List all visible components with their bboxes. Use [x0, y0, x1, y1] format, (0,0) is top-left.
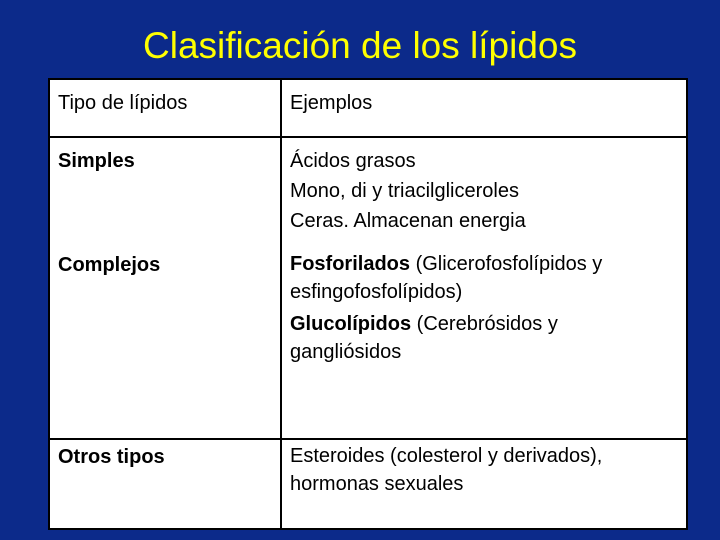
header-ejemplos: Ejemplos [290, 92, 373, 114]
fosforilados-detail: (Glicerofosfolípidos y [410, 253, 603, 275]
otros-example-line: Esteroides (colesterol y derivados), [290, 445, 603, 467]
row-type-simples: Simples [58, 150, 135, 172]
table-header-row [50, 80, 686, 138]
glucolipidos-line-1 [290, 310, 680, 338]
table-row-otros [50, 440, 686, 528]
fosforilados-line-1 [290, 250, 680, 278]
glucolipidos-detail: (Cerebrósidos y [411, 313, 558, 335]
glucolipidos-label: Glucolípidos [290, 313, 412, 335]
otros-example-line: hormonas sexuales [290, 473, 464, 495]
row-type-otros: Otros tipos [58, 446, 165, 468]
row-type-complejos: Complejos [58, 254, 161, 276]
complejos-examples [290, 250, 680, 366]
slide-title: Clasificación de los lípidos [143, 25, 577, 66]
simples-example-item: Ácidos grasos [290, 150, 416, 172]
header-tipo: Tipo de lípidos [58, 92, 188, 114]
lipid-classification-table [48, 78, 688, 530]
fosforilados-label: Fosforilados [290, 253, 411, 275]
table-row-simples-complejos [50, 138, 686, 440]
fosforilados-line-2: esfingofosfolípidos) [290, 281, 463, 303]
otros-examples [290, 442, 680, 498]
simples-examples [290, 146, 680, 236]
simples-example-item: Mono, di y triacilgliceroles [290, 180, 519, 202]
glucolipidos-line-2: gangliósidos [290, 341, 402, 363]
simples-example-item: Ceras. Almacenan energia [290, 210, 526, 232]
